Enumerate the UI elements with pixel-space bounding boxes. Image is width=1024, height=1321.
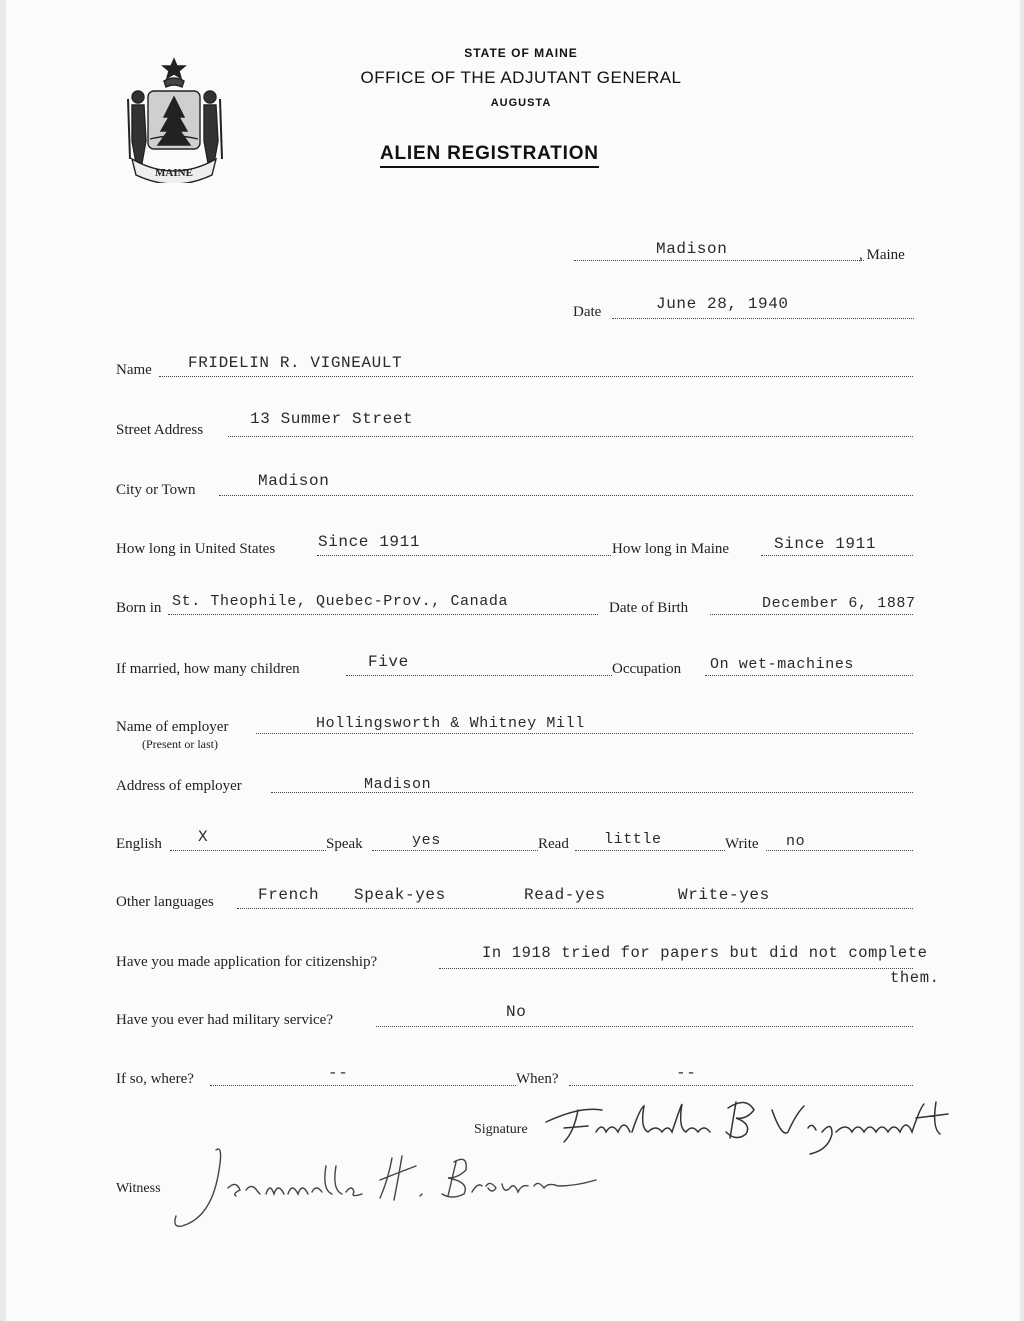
- name-label: Name: [116, 362, 152, 378]
- town-value[interactable]: Madison: [656, 240, 728, 258]
- name-line: [159, 376, 913, 377]
- military-value[interactable]: No: [506, 1003, 527, 1021]
- how-long-us-value[interactable]: Since 1911: [318, 533, 421, 551]
- how-long-maine-value[interactable]: Since 1911: [774, 535, 877, 553]
- city-value[interactable]: Madison: [258, 472, 330, 490]
- city-label: City or Town: [116, 482, 196, 498]
- other-languages-read[interactable]: Read-yes: [524, 886, 606, 904]
- office-heading: OFFICE OF THE ADJUTANT GENERAL: [360, 68, 682, 87]
- witness-value: Jeannette H. Brown: [166, 1136, 174, 1137]
- children-line: [346, 675, 612, 676]
- born-in-label: Born in: [116, 600, 162, 616]
- occupation-label: Occupation: [612, 661, 682, 677]
- children-value[interactable]: Five: [368, 653, 409, 671]
- speak-label: Speak: [326, 836, 363, 852]
- occupation-value[interactable]: On wet-machines: [710, 656, 855, 673]
- date-line: [612, 318, 914, 319]
- read-value[interactable]: little: [604, 831, 662, 848]
- street-address-label: Street Address: [116, 422, 204, 438]
- other-languages-value[interactable]: French: [258, 886, 320, 904]
- seal-banner-text: MAINE: [155, 167, 193, 179]
- speak-value[interactable]: yes: [412, 832, 441, 849]
- city-line: [219, 495, 913, 496]
- read-label: Read: [538, 836, 569, 852]
- form-title: ALIEN REGISTRATION: [380, 143, 599, 168]
- citizenship-value-line2[interactable]: them.: [890, 969, 940, 987]
- city-heading: AUGUSTA: [490, 97, 552, 109]
- employer-address-label: Address of employer: [116, 778, 242, 794]
- how-long-maine-line: [761, 555, 913, 556]
- state-heading: STATE OF MAINE: [464, 46, 578, 60]
- how-long-us-line: [317, 555, 611, 556]
- employer-name-line: [256, 733, 913, 734]
- date-label: Date: [573, 304, 602, 320]
- witness-signature-handwriting[interactable]: [166, 1136, 616, 1232]
- street-address-line: [228, 436, 913, 437]
- town-line: [574, 260, 864, 261]
- children-label: If married, how many children: [116, 661, 300, 677]
- employer-name-label: Name of employer: [116, 719, 229, 735]
- write-label: Write: [725, 836, 759, 852]
- military-label: Have you ever had military service?: [116, 1012, 333, 1028]
- when-label: When?: [516, 1071, 559, 1087]
- other-languages-label: Other languages: [116, 894, 214, 910]
- citizenship-line: [439, 968, 913, 969]
- signature-label: Signature: [474, 1122, 528, 1137]
- english-value[interactable]: X: [198, 828, 209, 846]
- when-line: [569, 1085, 913, 1086]
- how-long-us-label: How long in United States: [116, 541, 276, 557]
- speak-line: [372, 850, 538, 851]
- maine-state-seal: [118, 55, 230, 183]
- where-label: If so, where?: [116, 1071, 194, 1087]
- dob-label: Date of Birth: [609, 600, 689, 616]
- born-in-value[interactable]: St. Theophile, Quebec-Prov., Canada: [172, 593, 509, 610]
- occupation-line: [705, 675, 913, 676]
- employer-address-value[interactable]: Madison: [364, 776, 432, 793]
- citizenship-value-line1[interactable]: In 1918 tried for papers but did not complete: [482, 944, 928, 962]
- citizenship-label: Have you made application for citizenship?: [116, 954, 378, 970]
- other-languages-write[interactable]: Write-yes: [678, 886, 770, 904]
- employer-name-value[interactable]: Hollingsworth & Whitney Mill: [316, 715, 585, 732]
- how-long-maine-label: How long in Maine: [612, 541, 730, 557]
- where-line: [210, 1085, 516, 1086]
- when-value[interactable]: --: [676, 1064, 697, 1082]
- date-value[interactable]: June 28, 1940: [656, 295, 789, 313]
- name-value[interactable]: FRIDELIN R. VIGNEAULT: [188, 354, 403, 372]
- registration-form-page: [6, 0, 1020, 1321]
- born-in-line: [168, 614, 598, 615]
- town-suffix: , Maine: [859, 247, 905, 263]
- street-address-value[interactable]: 13 Summer Street: [250, 410, 414, 428]
- other-languages-line: [237, 908, 913, 909]
- other-languages-speak[interactable]: Speak-yes: [354, 886, 446, 904]
- english-label: English: [116, 836, 162, 852]
- dob-line: [710, 614, 913, 615]
- witness-label: Witness: [116, 1181, 161, 1196]
- write-line: [766, 850, 913, 851]
- dob-value[interactable]: December 6, 1887: [762, 595, 916, 612]
- read-line: [575, 850, 725, 851]
- write-value[interactable]: no: [786, 833, 806, 850]
- signature-value: Fridelin R. Vigneault: [540, 1088, 549, 1089]
- english-line: [170, 850, 326, 851]
- where-value[interactable]: --: [328, 1064, 349, 1082]
- military-line: [376, 1026, 913, 1027]
- employer-name-sublabel: (Present or last): [142, 737, 218, 751]
